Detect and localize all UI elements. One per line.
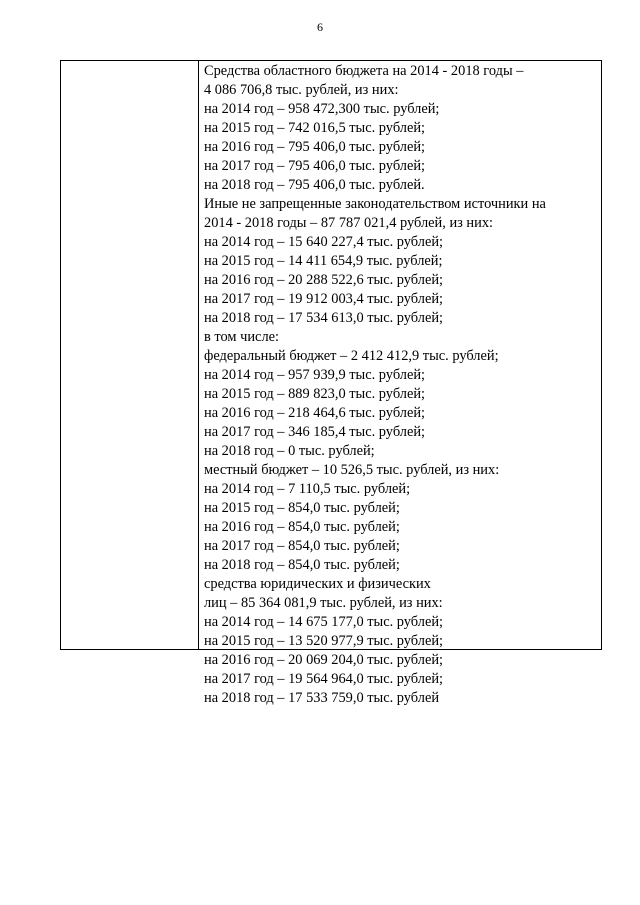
funding-line: на 2016 год – 20 288 522,6 тыс. рублей;	[204, 272, 444, 288]
funding-line: средства юридических и физических	[204, 576, 431, 592]
funding-line: на 2014 год – 7 110,5 тыс. рублей;	[204, 481, 411, 497]
funding-line: на 2018 год – 795 406,0 тыс. рублей.	[204, 177, 425, 193]
funding-table	[60, 60, 602, 706]
table-left-cell	[61, 61, 199, 649]
funding-line: федеральный бюджет – 2 412 412,9 тыс. рублей;	[204, 348, 499, 364]
funding-line: Иные не запрещенные законодательством источники на	[204, 196, 546, 212]
funding-line: на 2017 год – 854,0 тыс. рублей;	[204, 538, 400, 554]
funding-line: на 2015 год – 889 823,0 тыс. рублей;	[204, 386, 426, 402]
funding-line: 4 086 706,8 тыс. рублей, из них:	[204, 82, 399, 98]
funding-line: на 2014 год – 14 675 177,0 тыс. рублей;	[204, 614, 444, 630]
funding-line: на 2017 год – 19 564 964,0 тыс. рублей;	[204, 671, 444, 687]
funding-line: Средства областного бюджета на 2014 - 2018 годы –	[204, 63, 524, 79]
funding-line: на 2015 год – 13 520 977,9 тыс. рублей;	[204, 633, 444, 649]
funding-line: на 2018 год – 854,0 тыс. рублей;	[204, 557, 400, 573]
funding-line: 2014 - 2018 годы – 87 787 021,4 рублей, из них:	[204, 215, 494, 231]
funding-line: на 2016 год – 20 069 204,0 тыс. рублей;	[204, 652, 444, 668]
funding-line: на 2016 год – 218 464,6 тыс. рублей;	[204, 405, 426, 421]
funding-line: на 2018 год – 17 533 759,0 тыс. рублей	[204, 690, 440, 706]
funding-line: в том числе:	[204, 329, 280, 345]
funding-line: лиц – 85 364 081,9 тыс. рублей, из них:	[204, 595, 443, 611]
funding-line: на 2015 год – 14 411 654,9 тыс. рублей;	[204, 253, 443, 269]
page-number: 6	[317, 20, 323, 34]
funding-line: на 2017 год – 795 406,0 тыс. рублей;	[204, 158, 426, 174]
table-right-cell	[199, 61, 601, 706]
funding-line: на 2015 год – 854,0 тыс. рублей;	[204, 500, 400, 516]
funding-line: местный бюджет – 10 526,5 тыс. рублей, из них:	[204, 462, 500, 478]
funding-line: на 2014 год – 958 472,300 тыс. рублей;	[204, 101, 440, 117]
funding-line: на 2014 год – 15 640 227,4 тыс. рублей;	[204, 234, 444, 250]
funding-line: на 2018 год – 17 534 613,0 тыс. рублей;	[204, 310, 444, 326]
funding-line: на 2018 год – 0 тыс. рублей;	[204, 443, 375, 459]
funding-line: на 2017 год – 19 912 003,4 тыс. рублей;	[204, 291, 444, 307]
funding-line: на 2016 год – 795 406,0 тыс. рублей;	[204, 139, 426, 155]
funding-line: на 2015 год – 742 016,5 тыс. рублей;	[204, 120, 426, 136]
funding-line: на 2014 год – 957 939,9 тыс. рублей;	[204, 367, 426, 383]
funding-line: на 2017 год – 346 185,4 тыс. рублей;	[204, 424, 426, 440]
funding-line: на 2016 год – 854,0 тыс. рублей;	[204, 519, 400, 535]
